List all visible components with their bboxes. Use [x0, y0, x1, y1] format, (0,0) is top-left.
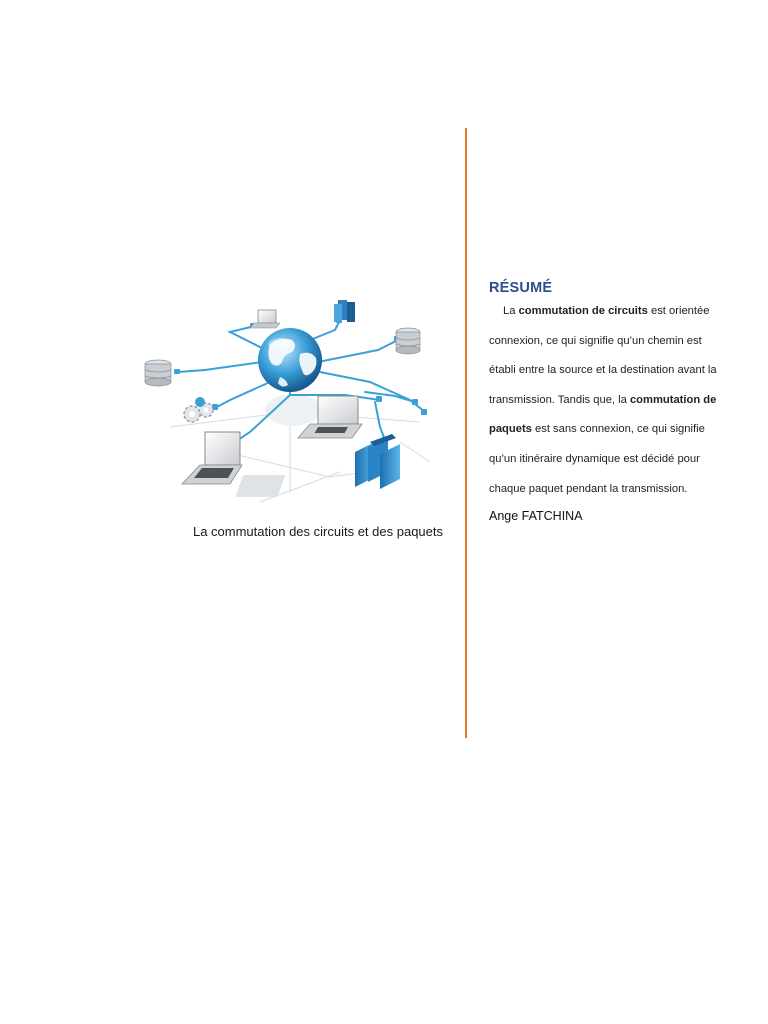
folder-icon	[355, 434, 400, 489]
globe-icon	[258, 328, 322, 392]
database-icon	[396, 328, 420, 354]
laptop-icon	[250, 310, 280, 328]
server-icon	[334, 300, 355, 322]
floor-tile	[235, 475, 285, 497]
network-illustration	[130, 292, 440, 514]
author-name: Ange FATCHINA	[489, 509, 583, 524]
summary-text: est orientée connexion, ce qui signifie qu’un chemin est établi entre la source et la destination avant la transmission. Tandis que, la	[489, 305, 717, 406]
database-icon	[145, 360, 171, 386]
summary-body	[489, 297, 729, 504]
summary-text: La	[503, 305, 519, 317]
figure-caption: La commutation des circuits et des paquets	[192, 524, 443, 539]
summary-section	[489, 279, 729, 524]
gears-icon	[184, 397, 213, 422]
laptop-icon	[182, 432, 242, 484]
summary-text: est sans connexion, ce qui signifie qu’un itinéraire dynamique est décidé pour chaque paquet pendant la transmission.	[489, 423, 705, 495]
summary-bold-term: commutation de paquets	[489, 393, 717, 436]
summary-bold-term: commutation de circuits	[518, 305, 648, 317]
summary-title: RÉSUMÉ	[489, 280, 553, 296]
vertical-divider	[465, 128, 467, 738]
